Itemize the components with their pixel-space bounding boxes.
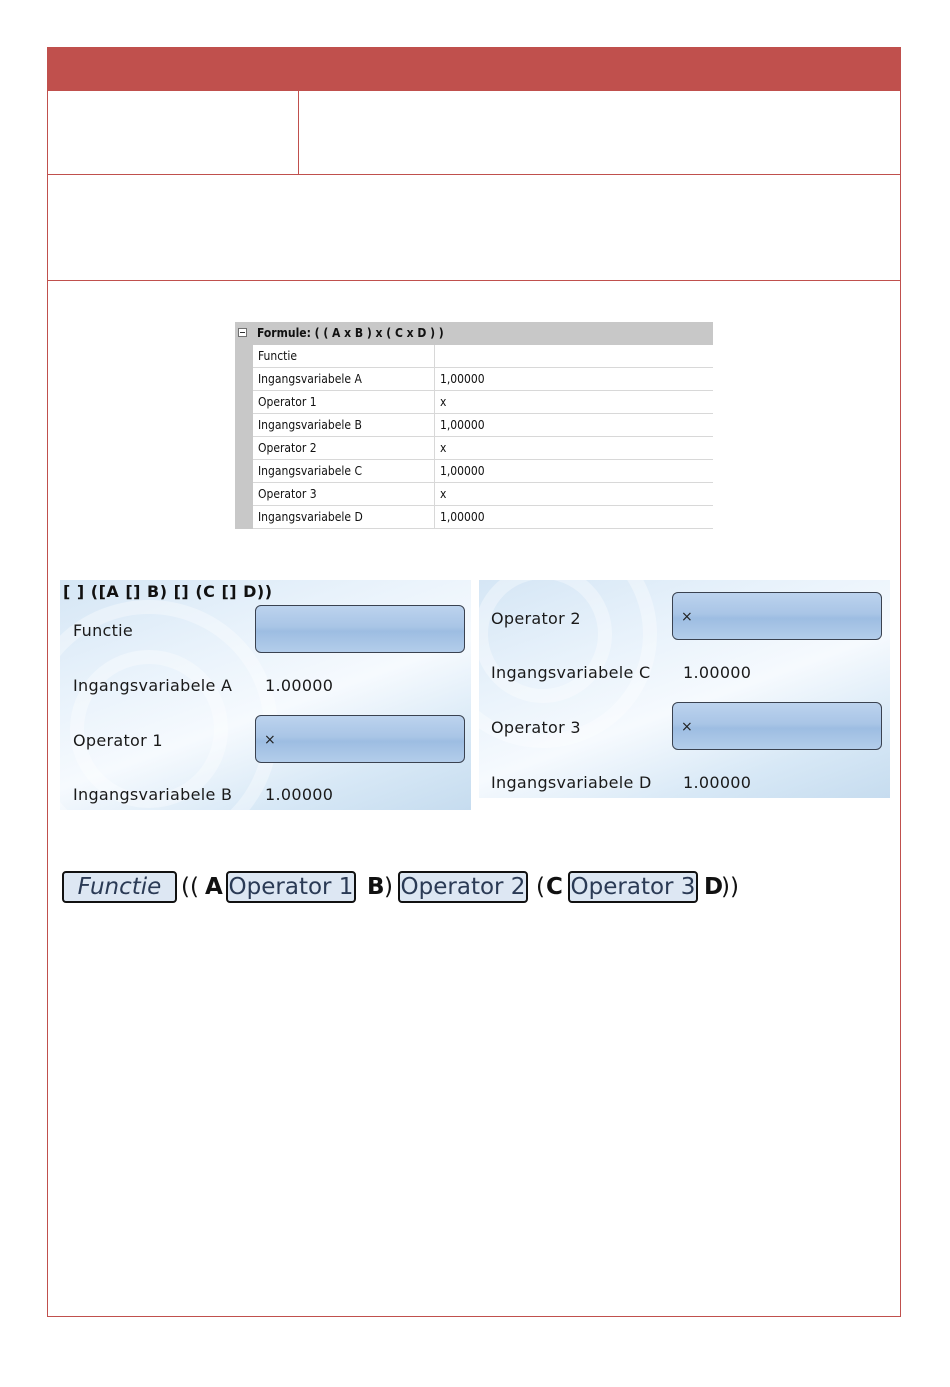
var-c-value[interactable]: 1.00000 bbox=[683, 663, 752, 682]
operator-3-label: Operator 3 bbox=[491, 718, 581, 737]
property-value[interactable]: x bbox=[440, 395, 447, 409]
touch-panel-right bbox=[479, 580, 890, 798]
var-c-label: Ingangsvariabele C bbox=[491, 663, 651, 682]
collapse-icon[interactable] bbox=[238, 328, 247, 337]
formula-open-paren: (( bbox=[181, 874, 199, 900]
operator-2-select[interactable] bbox=[672, 592, 882, 640]
operator-2-label: Operator 2 bbox=[491, 609, 581, 628]
formula-open-paren-2: ( bbox=[536, 874, 545, 900]
property-row-var-d[interactable] bbox=[253, 506, 713, 529]
property-row-operator-2[interactable] bbox=[253, 437, 713, 460]
var-b-label: Ingangsvariabele B bbox=[73, 785, 233, 804]
formula-var-a: A bbox=[205, 874, 223, 900]
divider bbox=[48, 280, 900, 281]
property-grid-gutter bbox=[235, 345, 253, 529]
operator-2-value: × bbox=[681, 609, 693, 625]
var-a-label: Ingangsvariabele A bbox=[73, 676, 233, 695]
header-bar bbox=[48, 48, 900, 91]
formula-operator-3-box: Operator 3 bbox=[568, 871, 698, 903]
property-grid-header bbox=[235, 322, 713, 345]
functie-label: Functie bbox=[73, 621, 134, 640]
property-row-var-a[interactable] bbox=[253, 368, 713, 391]
formula-close-paren-2: )) bbox=[721, 874, 739, 900]
table-cell-left bbox=[48, 91, 299, 174]
touch-panel-left bbox=[60, 580, 471, 810]
property-value[interactable]: x bbox=[440, 487, 447, 501]
operator-3-select[interactable] bbox=[672, 702, 882, 750]
property-label: Ingangsvariabele D bbox=[258, 510, 363, 524]
property-label: Ingangsvariabele A bbox=[258, 372, 362, 386]
panel-formula-title: [ ] ([A [] B) [] (C [] D)) bbox=[63, 582, 273, 601]
property-row-var-c[interactable] bbox=[253, 460, 713, 483]
formula-var-d: D bbox=[704, 874, 724, 900]
operator-1-select[interactable] bbox=[255, 715, 465, 763]
property-row-functie[interactable] bbox=[253, 345, 713, 368]
operator-3-value: × bbox=[681, 719, 693, 735]
formula-functie-box: Functie bbox=[62, 871, 177, 903]
var-d-label: Ingangsvariabele D bbox=[491, 773, 652, 792]
property-value[interactable]: 1,00000 bbox=[440, 418, 485, 432]
property-value[interactable]: x bbox=[440, 441, 447, 455]
property-label: Operator 1 bbox=[258, 395, 317, 409]
formula-var-c: C bbox=[546, 874, 563, 900]
operator-1-value: × bbox=[264, 732, 276, 748]
property-label: Operator 2 bbox=[258, 441, 317, 455]
property-grid-title: Formule: ( ( A x B ) x ( C x D ) ) bbox=[257, 326, 444, 340]
property-value[interactable]: 1,00000 bbox=[440, 372, 485, 386]
formula-operator-1-box: Operator 1 bbox=[226, 871, 356, 903]
property-label: Ingangsvariabele C bbox=[258, 464, 362, 478]
property-value[interactable]: 1,00000 bbox=[440, 510, 485, 524]
property-row-operator-1[interactable] bbox=[253, 391, 713, 414]
var-b-value[interactable]: 1.00000 bbox=[265, 785, 334, 804]
operator-1-label: Operator 1 bbox=[73, 731, 163, 750]
formula-operator-2-box: Operator 2 bbox=[398, 871, 528, 903]
property-row-var-b[interactable] bbox=[253, 414, 713, 437]
var-d-value[interactable]: 1.00000 bbox=[683, 773, 752, 792]
divider bbox=[48, 174, 900, 175]
functie-select[interactable] bbox=[255, 605, 465, 653]
property-label: Operator 3 bbox=[258, 487, 317, 501]
property-value[interactable]: 1,00000 bbox=[440, 464, 485, 478]
var-a-value[interactable]: 1.00000 bbox=[265, 676, 334, 695]
property-grid bbox=[235, 322, 713, 529]
formula-var-b: B bbox=[367, 874, 385, 900]
property-label: Ingangsvariabele B bbox=[258, 418, 362, 432]
property-row-operator-3[interactable] bbox=[253, 483, 713, 506]
property-label: Functie bbox=[258, 349, 298, 363]
formula-close-paren: ) bbox=[384, 874, 393, 900]
